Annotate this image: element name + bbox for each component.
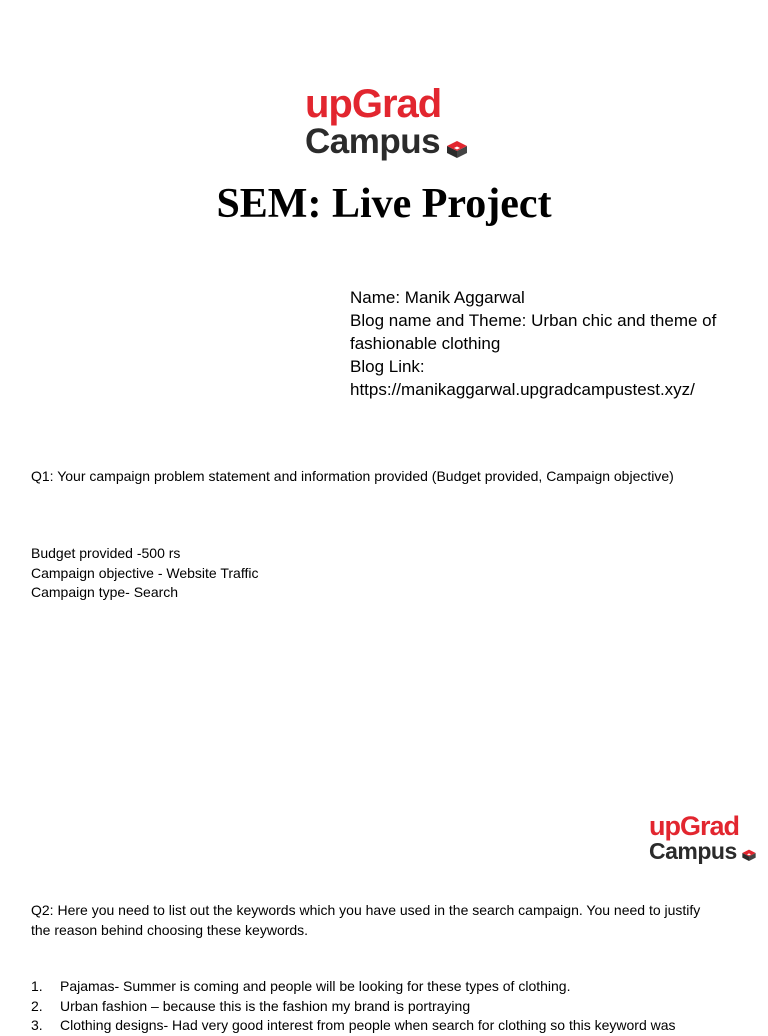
list-item: 1. Pajamas- Summer is coming and people will be looking for these types of clothing. [31,978,571,994]
logo-campus-text: Campus [649,838,737,864]
logo-mark-icon [445,139,469,159]
student-name: Name: Manik Aggarwal [350,288,525,307]
upgrad-campus-logo [305,84,469,159]
campaign-details [31,544,258,603]
project-info [350,286,750,401]
blog-theme: Blog name and Theme: Urban chic and theme of fashionable clothing [350,311,717,353]
page-title: SEM: Live Project [216,181,552,227]
blog-link-url: https://manikaggarwal.upgradcampustest.xyz/ [350,380,695,399]
question-1: Q1: Your campaign problem statement and information provided (Budget provided, Campaign objective) [31,468,674,484]
keyword-list [31,977,751,1036]
logo-campus-text: Campus [305,122,441,161]
list-item: 2. Urban fashion – because this is the fashion my brand is portraying [31,997,471,1014]
blog-link-label: Blog Link: [350,357,425,376]
logo-upgrad-text: upGrad [649,811,740,841]
question-2: Q2: Here you need to list out the keywords which you have used in the search campaign. You need to justify the reason behind choosing these keywords. [31,902,701,938]
upgrad-campus-logo-small [649,813,757,864]
objective-line: Campaign objective - Website Traffic [31,564,259,581]
logo-mark-icon [741,848,757,862]
campaign-type-line: Campaign type- Search [31,584,179,600]
list-item: 3. Clothing designs- Had very good interest from people when search for clothing so this keyword was [31,1017,676,1033]
logo-upgrad-text: upGrad [305,82,442,126]
budget-line: Budget provided -500 rs [31,545,181,561]
